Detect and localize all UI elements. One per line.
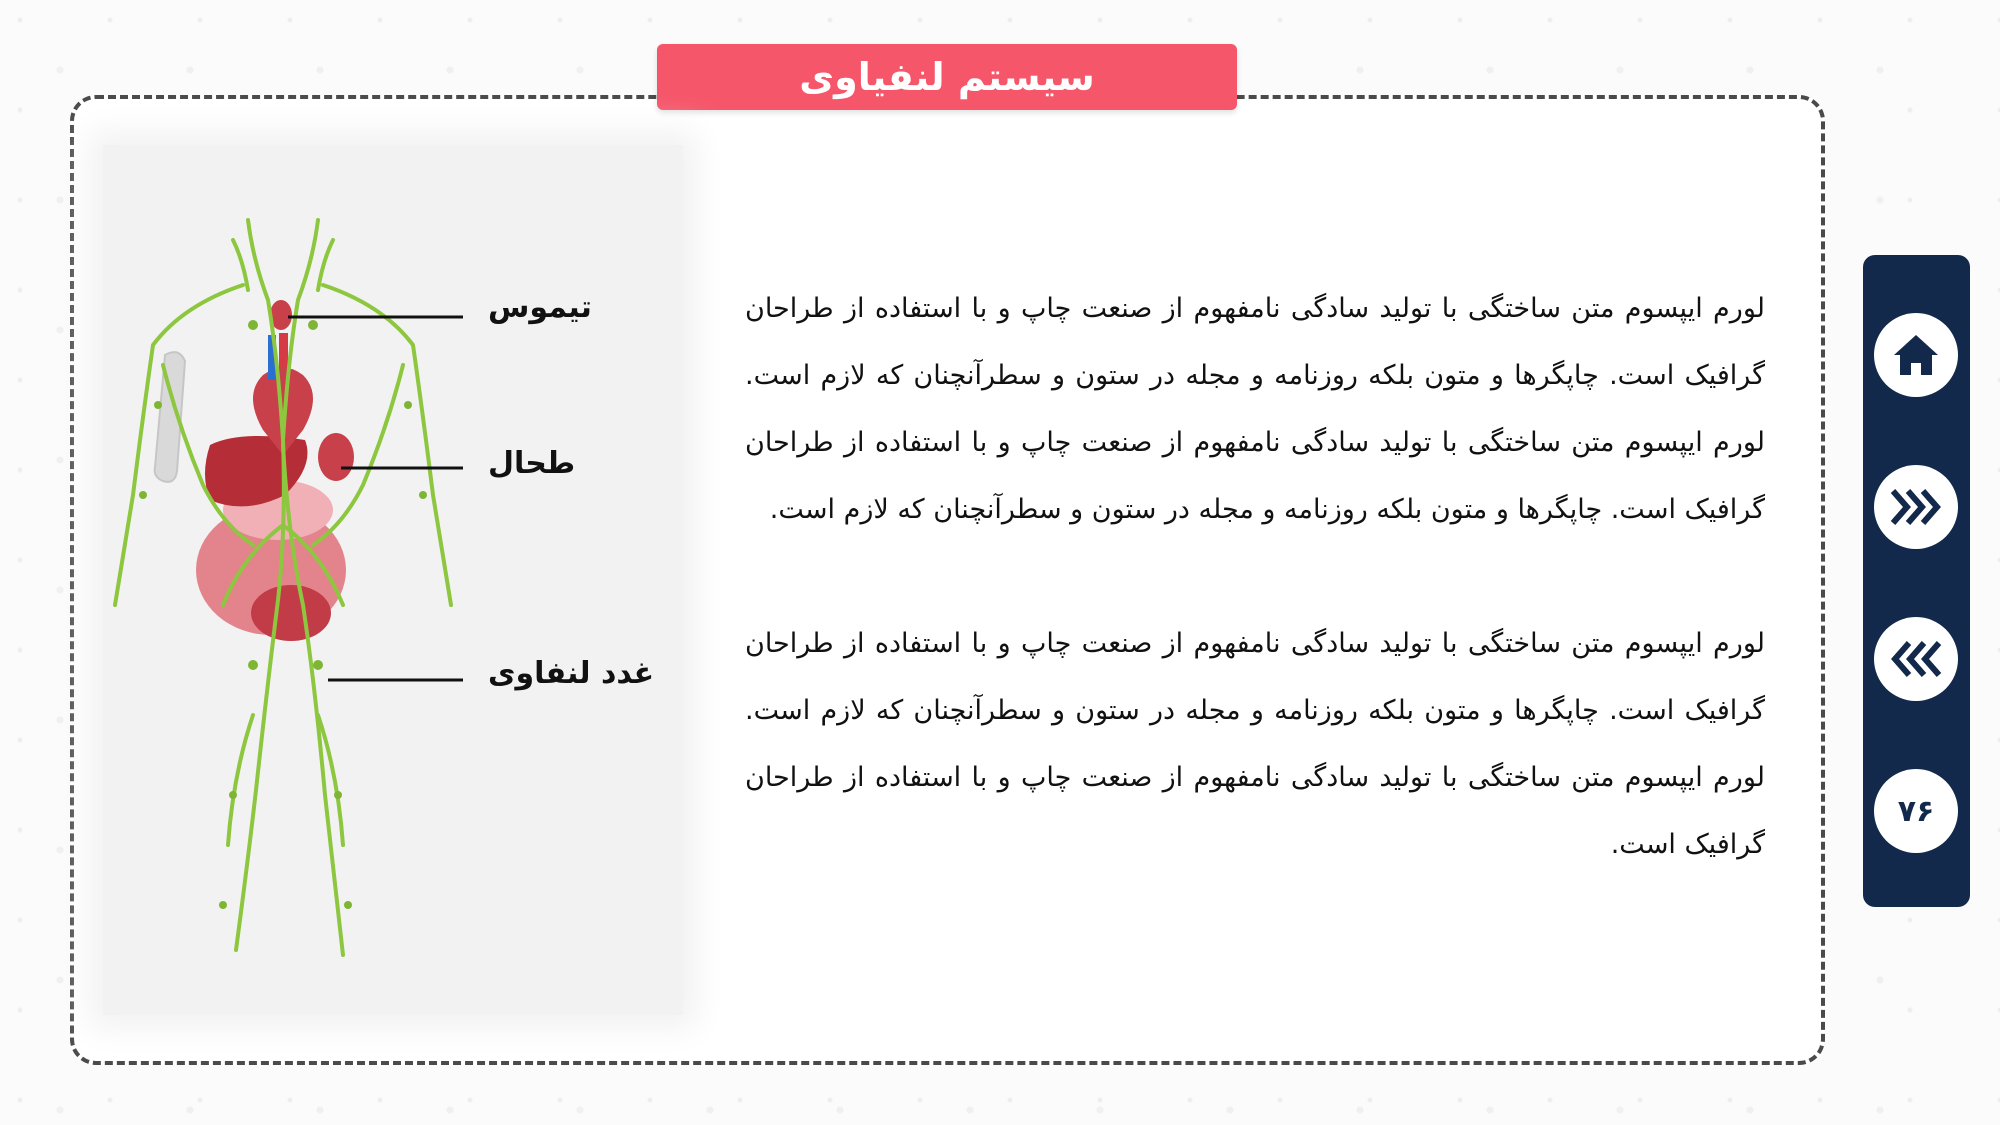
page-number: ۷۶ <box>1874 769 1958 853</box>
spleen-shape <box>318 433 354 481</box>
navigation-panel <box>1863 255 1970 907</box>
colon-shape <box>251 585 331 641</box>
lymphatic-system-diagram <box>103 145 683 1015</box>
page-title: سیستم لنفیاوی <box>657 44 1237 110</box>
body-text <box>745 275 1765 945</box>
aorta-shape <box>279 333 288 368</box>
home-icon <box>1891 332 1941 378</box>
lymphatic-illustration <box>103 145 683 1015</box>
paragraph-2: لورم ایپسوم متن ساختگی با تولید سادگی نامفهوم از صنعت چاپ و با استفاده از طراحان گرافیک است. چاپگرها و متون بلکه روزنامه و مجله در ستون و سطرآنچنان که لازم است. لورم ایپسوم متن ساختگی با تولید سادگی نامفهوم از صنعت چاپ و با استفاده از طراحان گرافیک است. <box>745 628 1765 860</box>
paragraph-1: لورم ایپسوم متن ساختگی با تولید سادگی نامفهوم از صنعت چاپ و با استفاده از طراحان گرافیک است. چاپگرها و متون بلکه روزنامه و مجله در ستون و سطرآنچنان که لازم است. لورم ایپسوم متن ساختگی با تولید سادگی نامفهوم از صنعت چاپ و با استفاده از طراحان گرافیک است. چاپگرها و متون بلکه روزنامه و مجله در ستون و سطرآنچنان که لازم است. <box>745 293 1765 525</box>
chevrons-left-icon <box>1889 639 1943 679</box>
chevrons-right-icon <box>1889 487 1943 527</box>
lymph-node-label: غدد لنفاوی <box>488 656 655 691</box>
arm-bone-shape <box>155 352 185 482</box>
spleen-label: طحال <box>488 446 576 481</box>
next-button[interactable] <box>1874 465 1958 549</box>
thymus-label: تیموس <box>488 290 592 325</box>
home-button[interactable] <box>1874 313 1958 397</box>
previous-button[interactable] <box>1874 617 1958 701</box>
